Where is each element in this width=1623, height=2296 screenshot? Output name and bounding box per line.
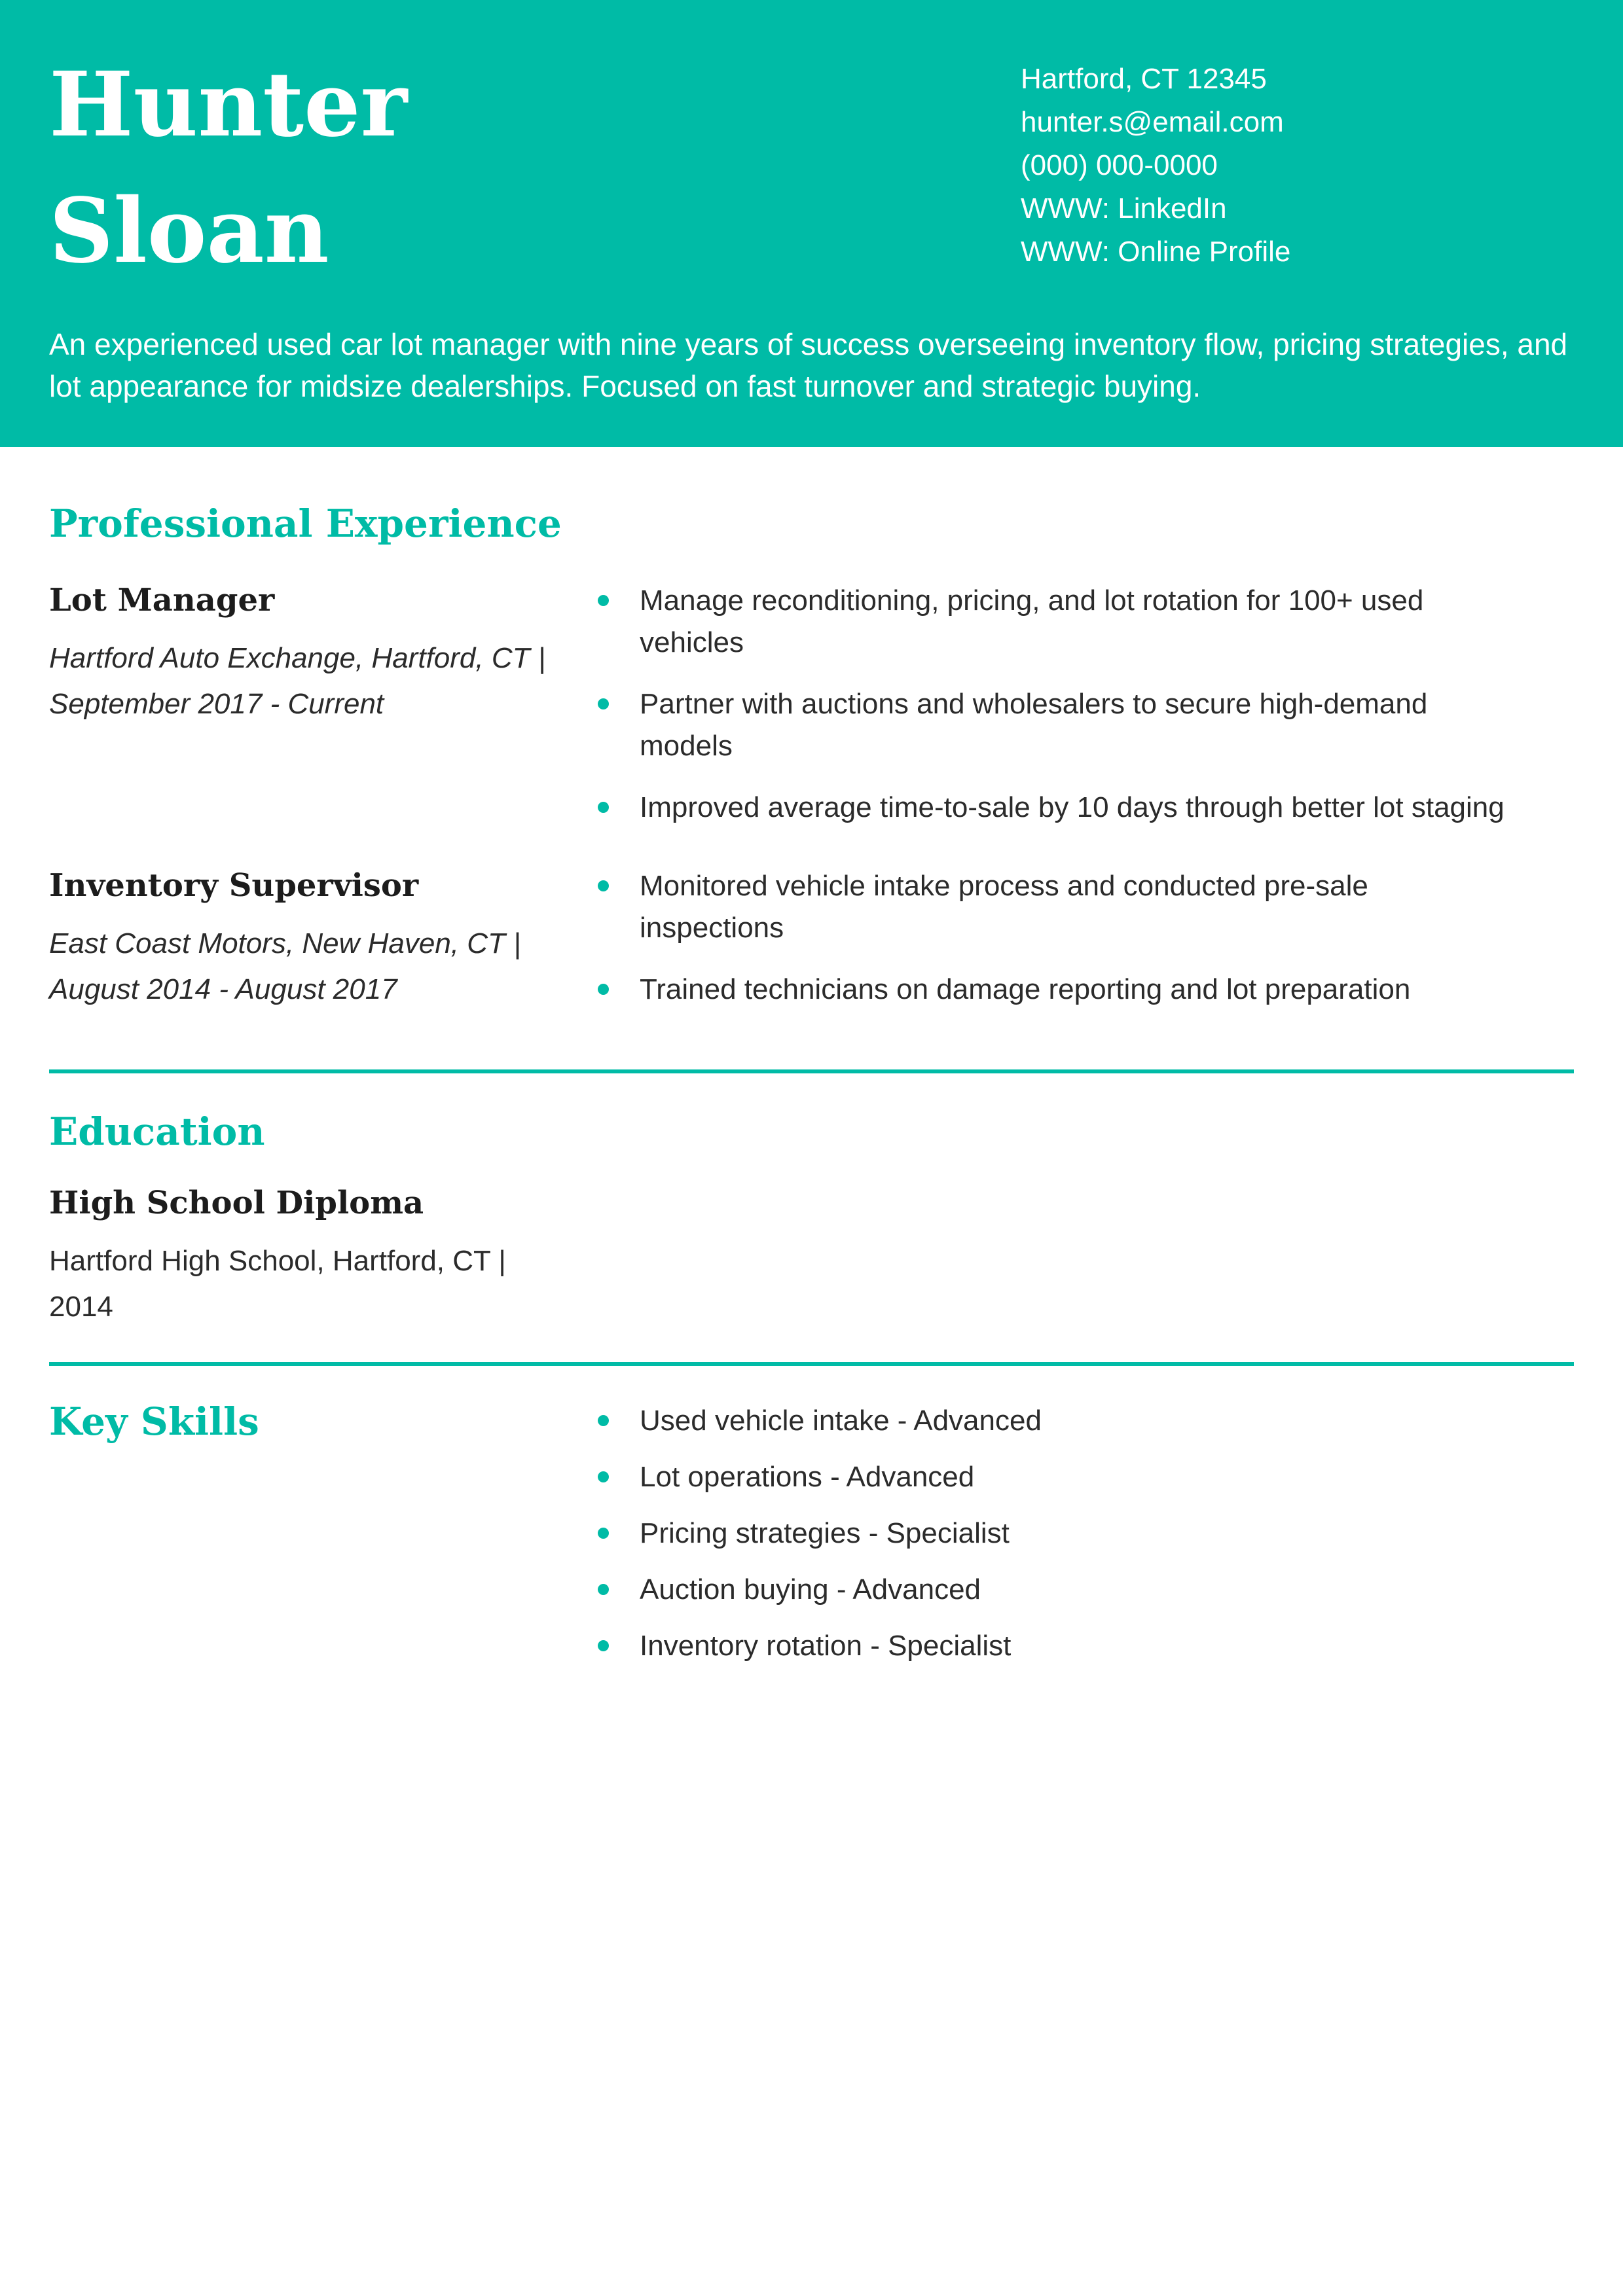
job-entry-inventory-supervisor — [49, 865, 1574, 1012]
skill-text: Pricing strategies - Specialist — [640, 1517, 1010, 1549]
job-meta — [49, 865, 593, 1012]
bullet-text: Partner with auctions and wholesalers to secure high-demand models — [640, 688, 1428, 762]
bullet-text: Improved average time-to-sale by 10 days through better lot staging — [640, 791, 1504, 823]
header-band — [0, 0, 1623, 447]
section-divider — [49, 1069, 1574, 1073]
education-heading: Education — [49, 1109, 265, 1154]
bullet-dot-icon — [598, 595, 609, 606]
skill-text: Auction buying - Advanced — [640, 1573, 981, 1605]
section-key-skills — [49, 1400, 1574, 1667]
job-company-line: Hartford Auto Exchange, Hartford, CT | — [49, 642, 546, 674]
bullet-item — [593, 580, 1509, 664]
person-name — [49, 42, 407, 295]
skills-list — [593, 1400, 1509, 1667]
skill-item — [593, 1400, 1509, 1442]
summary-text: An experienced used car lot manager with nine years of success overseeing inventory flow, pricing strategies, and lot appearance for midsize dealerships. Focused on fast turnover and strategic buying. — [49, 327, 1568, 404]
graduation-year: 2014 — [49, 1291, 113, 1323]
skill-text: Used vehicle intake - Advanced — [640, 1405, 1042, 1437]
contact-linkedin: WWW: LinkedIn — [1021, 192, 1227, 224]
bullet-dot-icon — [598, 1415, 609, 1426]
section-professional-experience — [49, 502, 1574, 1012]
bullet-dot-icon — [598, 984, 609, 995]
bullet-dot-icon — [598, 1584, 609, 1595]
first-name: Hunter — [49, 52, 408, 157]
bullet-dot-icon — [598, 802, 609, 813]
job-dates: August 2014 - August 2017 — [49, 973, 397, 1005]
job-title: Inventory Supervisor — [49, 867, 419, 904]
education-entry — [49, 1183, 835, 1329]
bullet-dot-icon — [598, 880, 609, 891]
header-top — [49, 42, 1574, 295]
contact-phone: (000) 000-0000 — [1021, 149, 1218, 181]
contact-email: hunter.s@email.com — [1021, 106, 1284, 138]
skill-item — [593, 1569, 1509, 1611]
professional-experience-heading: Professional Experience — [49, 501, 562, 546]
bullet-item — [593, 683, 1509, 767]
section-divider — [49, 1362, 1574, 1366]
bullet-text: Manage reconditioning, pricing, and lot rotation for 100+ used vehicles — [640, 584, 1424, 658]
bullet-text: Trained technicians on damage reporting and lot preparation — [640, 973, 1411, 1005]
skill-item — [593, 1513, 1509, 1554]
job-bullet-list — [593, 865, 1509, 1012]
skill-text: Lot operations - Advanced — [640, 1461, 975, 1493]
bullet-item — [593, 787, 1509, 829]
degree-title: High School Diploma — [49, 1185, 424, 1221]
job-bullet-list — [593, 580, 1509, 829]
last-name: Sloan — [49, 179, 329, 284]
contact-block — [1021, 42, 1574, 274]
contact-location: Hartford, CT 12345 — [1021, 63, 1267, 95]
job-entry-lot-manager — [49, 580, 1574, 829]
skill-text: Inventory rotation - Specialist — [640, 1630, 1012, 1662]
key-skills-heading: Key Skills — [49, 1399, 259, 1444]
job-meta — [49, 580, 593, 829]
bullet-dot-icon — [598, 1528, 609, 1539]
bullet-dot-icon — [598, 1471, 609, 1482]
bullet-dot-icon — [598, 1640, 609, 1651]
contact-website: WWW: Online Profile — [1021, 236, 1291, 268]
bullet-item — [593, 969, 1509, 1011]
job-company-line: East Coast Motors, New Haven, CT | — [49, 927, 521, 960]
bullet-dot-icon — [598, 698, 609, 709]
school-line: Hartford High School, Hartford, CT | — [49, 1245, 506, 1277]
job-dates: September 2017 - Current — [49, 688, 384, 720]
skill-item — [593, 1456, 1509, 1498]
bullet-text: Monitored vehicle intake process and conducted pre-sale inspections — [640, 870, 1368, 944]
skill-item — [593, 1625, 1509, 1667]
section-education — [49, 1110, 1574, 1329]
job-title: Lot Manager — [49, 582, 275, 619]
bullet-item — [593, 865, 1509, 949]
resume-body — [0, 502, 1623, 1667]
